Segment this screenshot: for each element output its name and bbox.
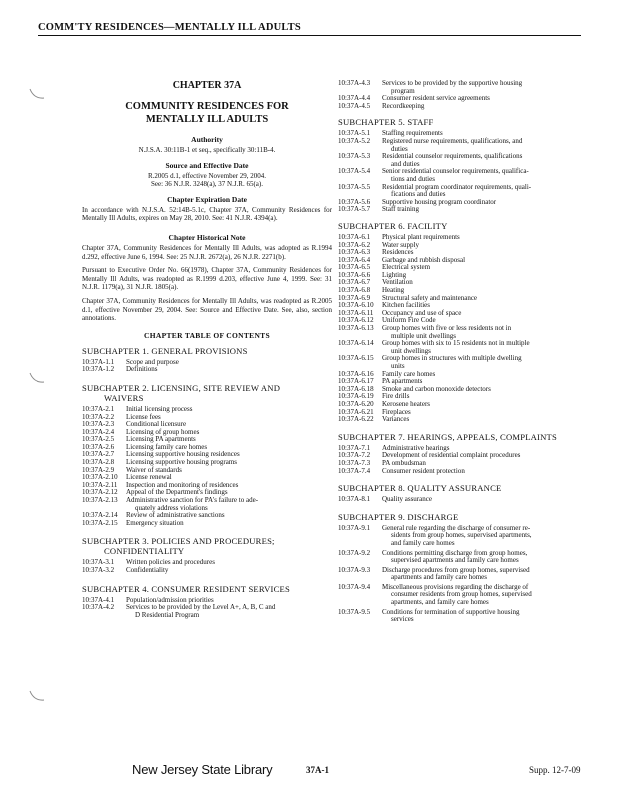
section-number: 10:37A-2.11 xyxy=(82,480,118,489)
section-title-line: services xyxy=(391,615,414,624)
section-number: 10:37A-6.5 xyxy=(338,263,371,272)
section-number: 10:37A-5.1 xyxy=(338,129,371,138)
chapter-title-line: MENTALLY ILL ADULTS xyxy=(145,114,269,125)
section-number: 10:37A-6.8 xyxy=(338,286,371,295)
toc-entry xyxy=(338,206,583,214)
section-title: Heating xyxy=(382,286,405,295)
section-title: PA ombudsman xyxy=(382,458,426,467)
toc-entry xyxy=(338,168,583,183)
section-title xyxy=(382,153,583,168)
section-title xyxy=(382,80,583,95)
section-number: 10:37A-6.13 xyxy=(338,324,374,333)
toc-entry xyxy=(82,497,332,512)
binder-hole-mark xyxy=(28,370,48,386)
toc-entry xyxy=(82,429,332,437)
page-number: 37A-1 xyxy=(306,765,329,775)
toc-entry xyxy=(338,567,583,582)
section-number: 10:37A-6.2 xyxy=(338,240,371,249)
section-number: 10:37A-9.2 xyxy=(338,548,371,557)
toc-entry xyxy=(338,340,583,355)
section-title: Staffing requirements xyxy=(382,129,443,138)
section-title xyxy=(382,355,583,370)
toc-entry xyxy=(338,409,583,417)
section-title-line: Conditions permitting discharge from group homes, xyxy=(382,548,528,557)
section-number: 10:37A-4.4 xyxy=(338,94,371,103)
toc-entry xyxy=(82,459,332,467)
toc-list xyxy=(338,445,583,475)
section-title: Definitions xyxy=(126,365,158,374)
section-number: 10:37A-7.3 xyxy=(338,458,371,467)
section-title: Appeal of the Department's findings xyxy=(126,488,228,497)
section-number: 10:37A-4.2 xyxy=(82,603,115,612)
section-title-line: and duties xyxy=(391,159,420,168)
toc-entry xyxy=(338,609,583,624)
subchapter-heading: SUBCHAPTER 4. CONSUMER RESIDENT SERVICES xyxy=(82,583,290,594)
section-title: Garbage and rubbish disposal xyxy=(382,255,466,264)
section-number: 10:37A-6.1 xyxy=(338,232,371,241)
section-number: 10:37A-2.12 xyxy=(82,488,118,497)
toc-entry xyxy=(82,421,332,429)
history-paragraph: Chapter 37A, Community Residences for Mentally Ill Adults, was adopted as R.1994 d.292, effective June 6, 1994. See: 25 N.J.R. 2672(a), 26 N.J.R. 2271(b). xyxy=(82,243,332,261)
toc-list xyxy=(82,559,332,574)
section-title: Licensing family care homes xyxy=(126,442,208,451)
section-title-line: Conditions for termination of supportive housing xyxy=(382,607,520,616)
toc-list xyxy=(338,80,583,110)
section-number: 10:37A-6.11 xyxy=(338,308,374,317)
section-title: Scope and purpose xyxy=(126,357,179,366)
section-title-line: Residential program coordinator requirements, quali- xyxy=(382,182,532,191)
section-number: 10:37A-2.14 xyxy=(82,511,118,520)
section-title-line: fications and duties xyxy=(391,190,446,199)
section-number: 10:37A-4.3 xyxy=(338,79,371,87)
section-number: 10:37A-2.9 xyxy=(82,465,115,474)
section-number: 10:37A-1.1 xyxy=(82,357,115,366)
section-number: 10:37A-6.9 xyxy=(338,293,371,302)
toc-entry xyxy=(338,199,583,207)
toc-entry xyxy=(82,559,332,567)
toc-entry xyxy=(338,325,583,340)
toc-entry xyxy=(338,401,583,409)
section-title: Emergency situation xyxy=(126,518,184,527)
section-title: Initial licensing process xyxy=(126,404,193,413)
section-number: 10:37A-5.6 xyxy=(338,197,371,206)
section-number: 10:37A-6.16 xyxy=(338,369,374,378)
toc-entry xyxy=(338,103,583,111)
section-title: Quality assurance xyxy=(382,495,432,504)
toc-entry xyxy=(338,257,583,265)
section-number: 10:37A-4.5 xyxy=(338,101,371,110)
section-number: 10:37A-2.8 xyxy=(82,458,115,467)
section-title: PA apartments xyxy=(382,377,423,386)
toc-entry xyxy=(338,550,583,565)
section-title: Uniform Fire Code xyxy=(382,316,436,325)
section-title: Consumer resident protection xyxy=(382,466,465,475)
section-number: 10:37A-6.21 xyxy=(338,407,374,416)
toc-entry xyxy=(338,393,583,401)
toc-entry xyxy=(338,310,583,318)
subchapter-heading: SUBCHAPTER 9. DISCHARGE xyxy=(338,511,459,522)
toc-entry xyxy=(338,279,583,287)
section-title-line: tions and duties xyxy=(391,174,435,183)
section-number: 10:37A-9.3 xyxy=(338,565,371,574)
section-number: 10:37A-9.1 xyxy=(338,523,371,532)
section-title-line: and family care homes xyxy=(391,538,455,547)
source-text: See: 36 N.J.R. 3248(a), 37 N.J.R. 65(a). xyxy=(151,180,263,189)
section-number: 10:37A-7.1 xyxy=(338,443,371,452)
section-title: Population/admission priorities xyxy=(126,595,214,604)
toc-entry xyxy=(82,467,332,475)
toc-list xyxy=(338,130,583,214)
section-number: 10:37A-6.18 xyxy=(338,384,374,393)
subchapter-heading xyxy=(82,536,332,556)
section-title: Written policies and procedures xyxy=(126,558,215,567)
section-title: Recordkeeping xyxy=(382,101,425,110)
section-title: Ventilation xyxy=(382,278,413,287)
toc-entry xyxy=(338,525,583,548)
toc-entry xyxy=(82,604,332,619)
toc-entry xyxy=(338,95,583,103)
toc-entry xyxy=(338,452,583,460)
toc-entry xyxy=(82,406,332,414)
subchapter-heading: SUBCHAPTER 5. STAFF xyxy=(338,117,434,128)
section-number: 10:37A-2.4 xyxy=(82,427,115,436)
subchapter-heading: SUBCHAPTER 6. FACILITY xyxy=(338,220,448,231)
toc-entry xyxy=(82,359,332,367)
section-title xyxy=(382,325,583,340)
section-title: Staff training xyxy=(382,205,420,214)
toc-entry xyxy=(338,80,583,95)
section-title: Water supply xyxy=(382,240,419,249)
toc-entry xyxy=(82,567,332,575)
section-title xyxy=(382,584,583,607)
section-title-line: Senior residential counselor requirements, qualifica- xyxy=(382,167,529,176)
section-title-line: duties xyxy=(391,144,408,153)
subchapter-heading-line: WAIVERS xyxy=(104,392,144,403)
section-title: Fireplaces xyxy=(382,407,411,416)
toc-entry xyxy=(338,242,583,250)
section-number: 10:37A-9.5 xyxy=(338,607,371,616)
toc-list xyxy=(338,234,583,424)
subchapter-heading: SUBCHAPTER 8. QUALITY ASSURANCE xyxy=(338,483,502,494)
section-title-line: supervised apartments and family care homes xyxy=(391,556,519,565)
section-number: 10:37A-6.6 xyxy=(338,270,371,279)
toc-list xyxy=(82,406,332,528)
section-title: Kitchen facilities xyxy=(382,301,431,310)
section-title-line: program xyxy=(391,86,415,95)
section-title: Residences xyxy=(382,248,414,257)
section-title: License renewal xyxy=(126,473,172,482)
section-number: 10:37A-5.2 xyxy=(338,136,371,145)
section-title: Occupancy and use of space xyxy=(382,308,462,317)
section-number: 10:37A-6.17 xyxy=(338,377,374,386)
section-number: 10:37A-2.5 xyxy=(82,435,115,444)
section-title-line: Residential counselor requirements, qualifications xyxy=(382,152,523,161)
toc-entry xyxy=(338,295,583,303)
section-title: Development of residential complaint procedures xyxy=(382,451,521,460)
section-title-line: Miscellaneous provisions regarding the discharge of xyxy=(382,582,529,591)
section-number: 10:37A-2.15 xyxy=(82,518,118,527)
history-paragraph: Chapter 37A, Community Residences for Mentally Ill Adults, was readopted as R.2005 d.1, effective November 29, 2004. See: Source and Effective Date. See, also, section annotations. xyxy=(82,296,332,323)
toc-list xyxy=(338,525,583,624)
section-number: 10:37A-5.7 xyxy=(338,205,371,214)
section-title-line: Group homes with six to 15 residents not in multiple xyxy=(382,339,530,348)
section-number: 10:37A-3.2 xyxy=(82,566,115,574)
toc-list xyxy=(82,597,332,620)
section-title: Physical plant requirements xyxy=(382,232,460,241)
section-title xyxy=(382,138,583,153)
section-title: Fire drills xyxy=(382,392,410,401)
section-number: 10:37A-4.1 xyxy=(82,595,115,604)
source-text: R.2005 d.1, effective November 29, 2004. xyxy=(147,171,267,180)
section-title: Supportive housing program coordinator xyxy=(382,197,497,206)
subchapter-heading-line: SUBCHAPTER 2. LICENSING, SITE REVIEW AND xyxy=(82,382,281,393)
section-title-line: Services to be provided by the supportive housing xyxy=(382,79,523,87)
library-watermark: New Jersey State Library xyxy=(132,762,273,777)
authority-heading: Authority xyxy=(191,135,223,144)
section-title: Inspection and monitoring of residences xyxy=(126,480,239,489)
source-heading: Source and Effective Date xyxy=(165,160,249,170)
section-number: 10:37A-2.10 xyxy=(82,473,118,482)
section-title: Administrative hearings xyxy=(382,443,450,452)
toc-entry xyxy=(338,416,583,424)
toc-entry xyxy=(338,496,583,504)
section-title-line: Administrative sanction for PA's failure to ade- xyxy=(126,496,259,505)
section-number: 10:37A-6.7 xyxy=(338,278,371,287)
section-title: Review of administrative sanctions xyxy=(126,511,225,520)
section-title: Licensing PA apartments xyxy=(126,435,196,444)
section-title: Kerosene heaters xyxy=(382,399,431,408)
right-column xyxy=(338,80,583,624)
section-title: Structural safety and maintenance xyxy=(382,293,478,302)
section-number: 10:37A-2.7 xyxy=(82,450,115,459)
section-title xyxy=(382,550,583,565)
toc-entry xyxy=(338,371,583,379)
section-title: Lighting xyxy=(382,270,407,279)
subchapter-heading-line: SUBCHAPTER 3. POLICIES AND PROCEDURES; xyxy=(82,536,275,547)
authority-text: N.J.S.A. 30:11B-1 et seq., specifically 30:11B-4. xyxy=(138,146,276,154)
section-number: 10:37A-9.4 xyxy=(338,582,371,591)
section-number: 10:37A-6.22 xyxy=(338,415,374,424)
toc-entry xyxy=(338,386,583,394)
subchapter-heading: SUBCHAPTER 7. HEARINGS, APPEALS, COMPLAINTS xyxy=(338,431,557,442)
section-title-line: quately address violations xyxy=(135,503,208,512)
section-title-line: Registered nurse requirements, qualifications, and xyxy=(382,136,523,145)
history-heading: Chapter Historical Note xyxy=(168,232,246,242)
toc-entry xyxy=(82,520,332,528)
chapter-number: CHAPTER 37A xyxy=(172,80,242,91)
binder-hole-mark xyxy=(28,86,48,102)
section-title: Licensing supportive housing programs xyxy=(126,458,238,467)
chapter-title-line: COMMUNITY RESIDENCES FOR xyxy=(125,101,289,112)
section-title: Variances xyxy=(382,415,410,424)
toc-entry xyxy=(82,436,332,444)
toc-entry xyxy=(338,264,583,272)
toc-entry xyxy=(338,355,583,370)
section-title xyxy=(382,340,583,355)
subchapter-heading: SUBCHAPTER 1. GENERAL PROVISIONS xyxy=(82,345,248,356)
section-title xyxy=(382,525,583,548)
section-number: 10:37A-5.4 xyxy=(338,167,371,176)
section-title: License fees xyxy=(126,412,161,421)
toc-entry xyxy=(338,272,583,280)
section-title: Consumer resident service agreements xyxy=(382,94,490,103)
toc-list xyxy=(82,359,332,374)
section-title xyxy=(126,604,332,619)
section-title-line: Discharge procedures from group homes, supervised xyxy=(382,565,530,574)
section-title: Waiver of standards xyxy=(126,465,182,474)
section-number: 10:37A-7.4 xyxy=(338,466,371,475)
toc-entry xyxy=(338,138,583,153)
section-number: 10:37A-6.4 xyxy=(338,255,371,264)
section-title: Family care homes xyxy=(382,369,436,378)
section-title-line: units xyxy=(391,362,405,370)
section-number: 10:37A-6.14 xyxy=(338,339,374,348)
section-number: 10:37A-6.20 xyxy=(338,399,374,408)
section-title xyxy=(126,497,332,512)
section-title: Conditional licensure xyxy=(126,420,187,429)
section-title xyxy=(382,168,583,183)
section-number: 10:37A-7.2 xyxy=(338,451,371,460)
section-title-line: apartments, and family care homes xyxy=(391,598,489,607)
section-title: Electrical system xyxy=(382,263,431,272)
section-title xyxy=(382,184,583,199)
section-number: 10:37A-5.5 xyxy=(338,182,371,191)
section-title-line: unit dwellings xyxy=(391,346,431,355)
section-number: 10:37A-2.13 xyxy=(82,496,118,505)
section-number: 10:37A-6.10 xyxy=(338,301,374,310)
section-title: Confidentiality xyxy=(126,566,169,574)
section-number: 10:37A-3.1 xyxy=(82,558,115,567)
section-number: 10:37A-2.3 xyxy=(82,420,115,429)
section-title-line: General rule regarding the discharge of consumer re- xyxy=(382,523,531,532)
section-number: 10:37A-2.6 xyxy=(82,442,115,451)
section-title-line: D Residential Program xyxy=(135,610,200,619)
toc-heading: CHAPTER TABLE OF CONTENTS xyxy=(144,330,270,340)
section-number: 10:37A-6.15 xyxy=(338,354,374,363)
section-title: Licensing supportive housing residences xyxy=(126,450,240,459)
section-title-line: Services to be provided by the Level A+, A, B, C and xyxy=(126,603,276,612)
section-number: 10:37A-6.12 xyxy=(338,316,374,325)
section-number: 10:37A-1.2 xyxy=(82,365,115,374)
section-title-line: multiple unit dwellings xyxy=(391,331,456,340)
section-number: 10:37A-6.19 xyxy=(338,392,374,401)
toc-entry xyxy=(338,234,583,242)
chapter-title xyxy=(82,100,332,126)
supplement-date: Supp. 12-7-09 xyxy=(529,765,581,775)
section-number: 10:37A-8.1 xyxy=(338,495,371,504)
toc-entry xyxy=(338,468,583,476)
toc-entry xyxy=(82,512,332,520)
expiration-heading: Chapter Expiration Date xyxy=(167,194,247,204)
toc-list xyxy=(338,496,583,504)
section-title-line: Group homes in structures with multiple dwelling xyxy=(382,354,522,363)
section-title xyxy=(382,609,583,624)
toc-entry xyxy=(338,153,583,168)
expiration-text: In accordance with N.J.S.A. 52:14B-5.1c, Chapter 37A, Community Residences for Mentally Ill Adults, expires on May 28, 2010. See: 41 N.J.R. 4394(a). xyxy=(82,205,332,223)
toc-entry xyxy=(82,366,332,374)
toc-entry xyxy=(338,184,583,199)
toc-entry xyxy=(82,414,332,422)
section-number: 10:37A-2.1 xyxy=(82,404,115,413)
section-title-line: consumer residents from group homes, supervised xyxy=(391,590,532,599)
section-title-line: Group homes with five or less residents not in xyxy=(382,324,512,333)
left-column xyxy=(82,80,332,619)
toc-entry xyxy=(338,584,583,607)
binder-hole-mark xyxy=(28,688,48,704)
subchapter-heading-line: CONFIDENTIALITY xyxy=(104,546,185,557)
section-number: 10:37A-2.2 xyxy=(82,412,115,421)
section-title-line: sidents from group homes, supervised apartments, xyxy=(391,531,532,540)
section-title: Smoke and carbon monoxide detectors xyxy=(382,384,491,393)
section-title xyxy=(382,567,583,582)
section-title: Licensing of group homes xyxy=(126,427,200,436)
section-number: 10:37A-6.3 xyxy=(338,248,371,257)
running-head: COMM'TY RESIDENCES—MENTALLY ILL ADULTS xyxy=(38,22,581,36)
section-number: 10:37A-5.3 xyxy=(338,152,371,161)
subchapter-heading xyxy=(82,383,332,403)
section-title-line: apartments and family care homes xyxy=(391,573,488,582)
history-paragraph: Pursuant to Executive Order No. 66(1978), Chapter 37A, Community Residences for Mentally Ill Adults, was readopted as R.1999 d.203, effective June 4, 1999. See: 31 N.J.R. 1179(a), 31 N.J.R. 1805(a). xyxy=(82,266,332,292)
